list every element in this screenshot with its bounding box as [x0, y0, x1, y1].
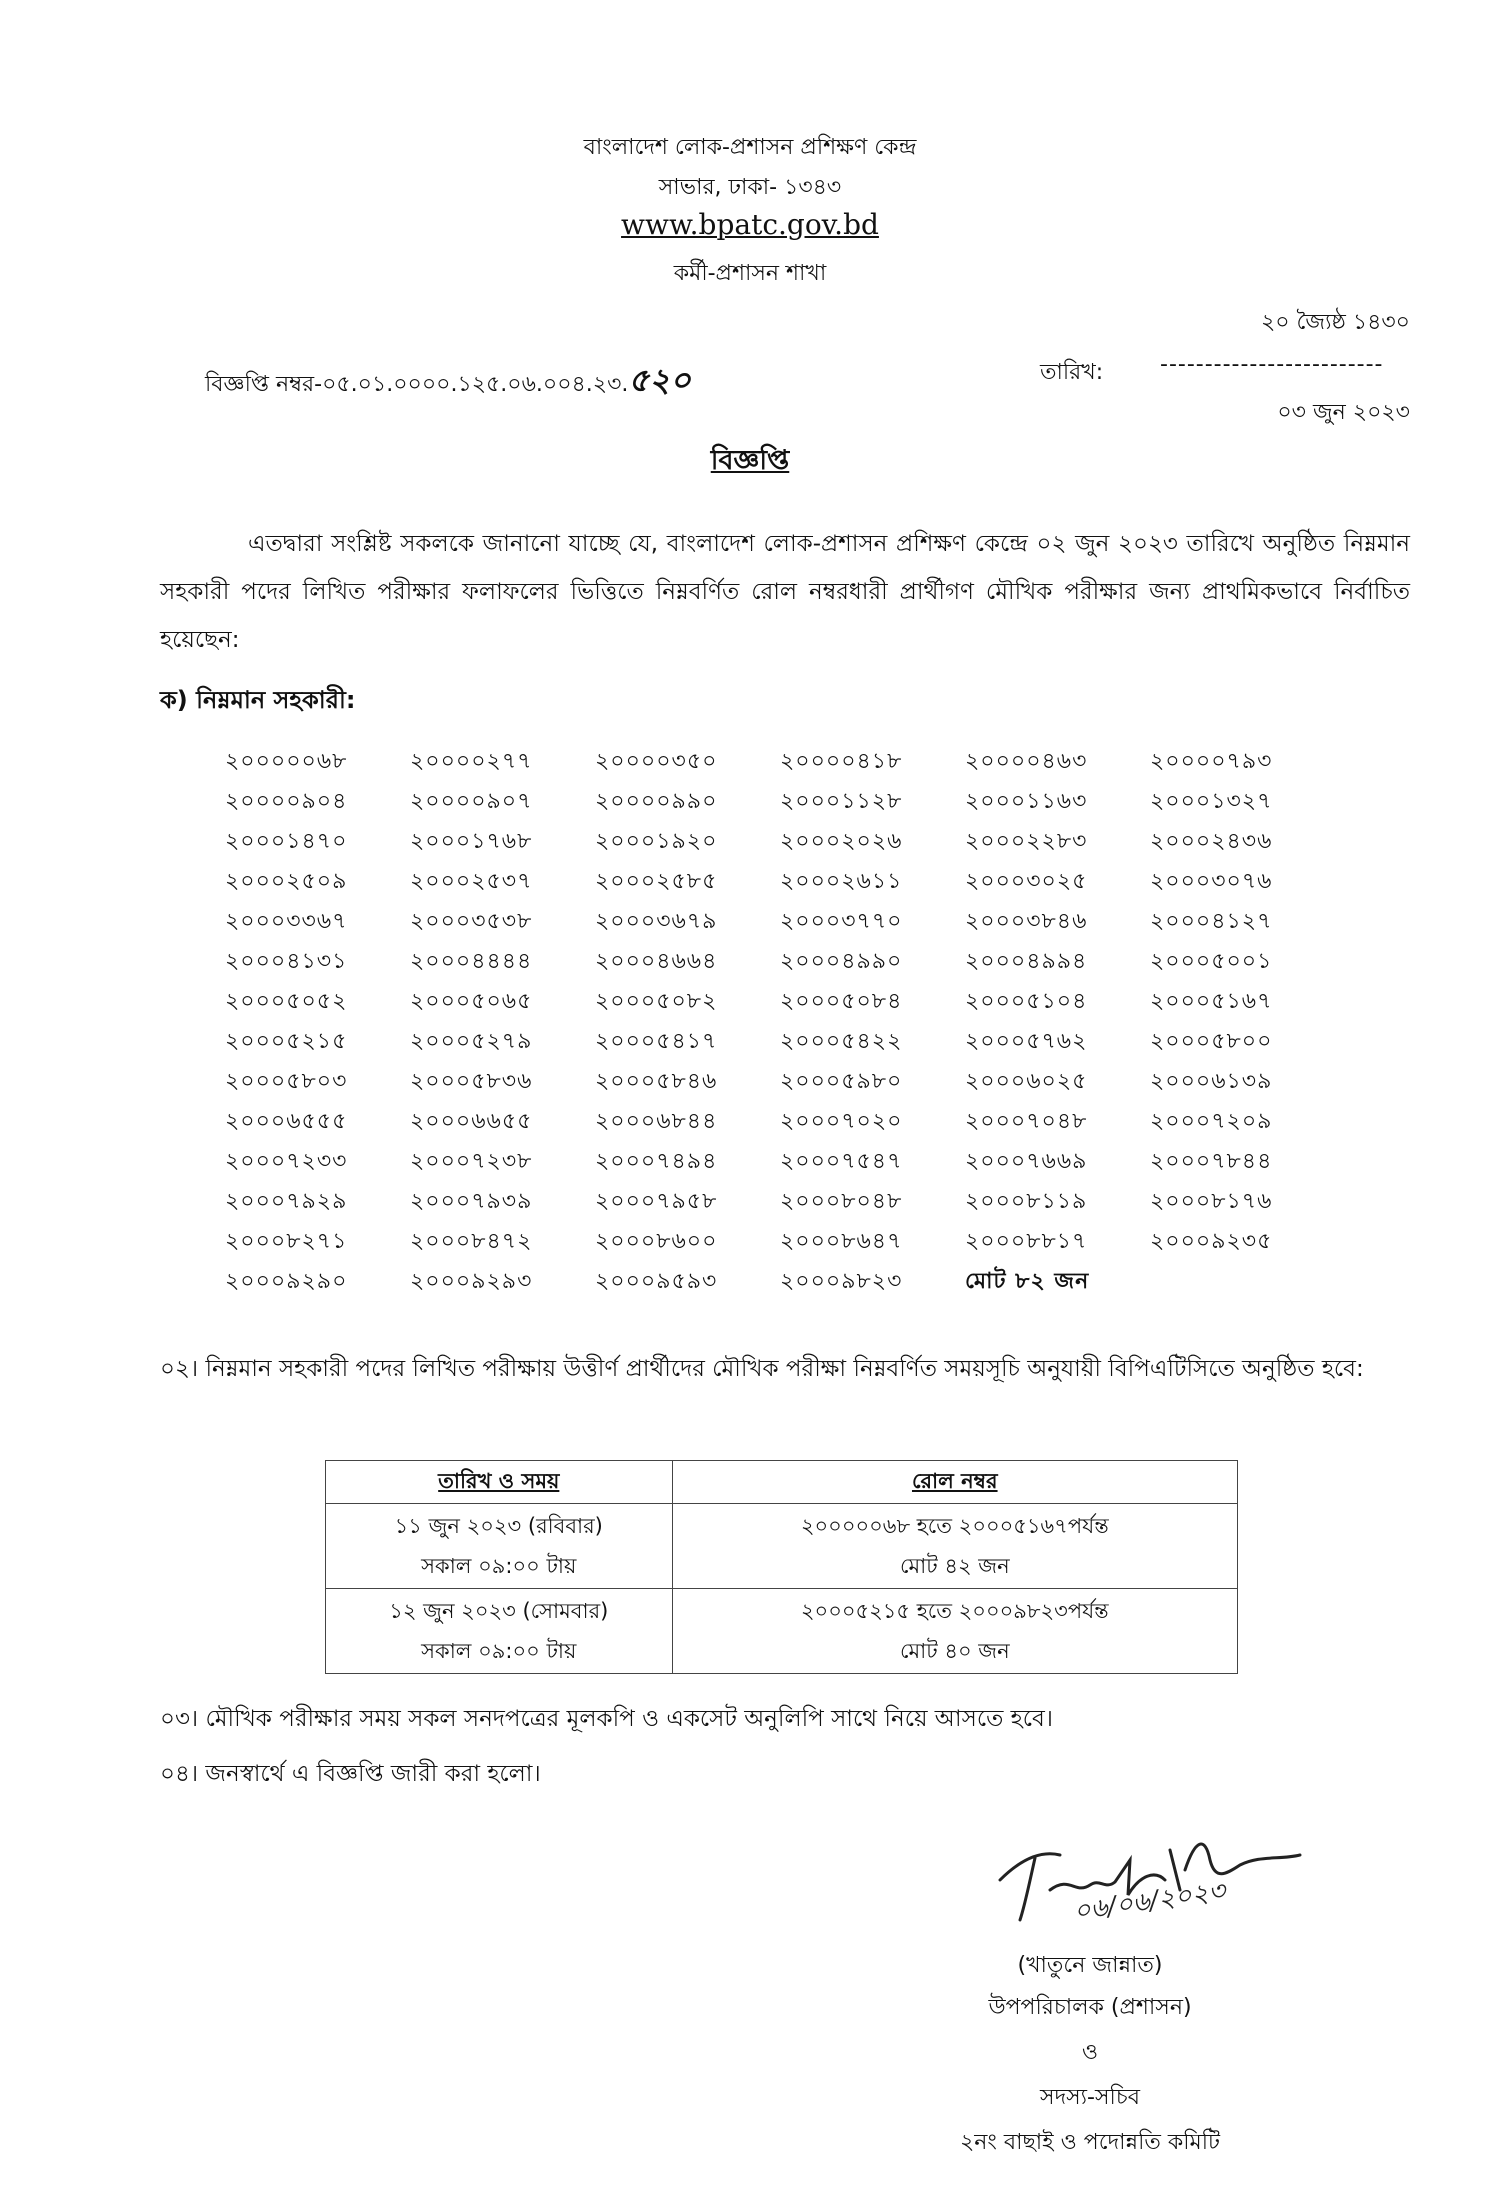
schedule-total: মোট ৪০ জন [899, 1639, 1010, 1663]
paragraph-03: ০৩। মৌখিক পরীক্ষার সময় সকল সনদপত্রের মূলকপি ও একসেট অনুলিপি সাথে নিয়ে আসতে হবে। [160, 1706, 1053, 1732]
schedule-time: সকাল ০৯:০০ টায় [421, 1639, 577, 1663]
roll-number: ২০০০৬৫৫৫ [225, 1108, 348, 1134]
roll-number: ২০০০৫০৫২ [225, 988, 348, 1014]
header-roll-number: রোল নম্বর [672, 1461, 1237, 1504]
branch-name: কর্মী-প্রশাসন শাখা [673, 261, 827, 286]
roll-number: ২০০০২২৮৩ [965, 828, 1088, 854]
paragraph-04: ০৪। জনস্বার্থে এ বিজ্ঞপ্তি জারী করা হলো। [160, 1761, 541, 1787]
roll-number: ২০০০৩৭৭০ [780, 908, 903, 934]
roll-number: ২০০০০৪৬৩ [965, 748, 1088, 774]
roll-number: ২০০০৯৮২৩ [780, 1268, 903, 1294]
roll-row [225, 1022, 1335, 1062]
signer-committee: ২নং বাছাই ও পদোন্নতি কমিটি [959, 2130, 1221, 2155]
roll-number: ২০০০৮২৭১ [225, 1228, 348, 1254]
roll-number: ২০০০৮০৪৮ [780, 1188, 903, 1214]
roll-number: ২০০০০৩৫০ [595, 748, 718, 774]
roll-number: ২০০০৫০৮২ [595, 988, 718, 1014]
memo-number-handwritten: ৫২০ [628, 361, 691, 399]
roll-number: ২০০০৫০০১ [1150, 948, 1273, 974]
roll-number: ২০০০৫১০৪ [965, 988, 1088, 1014]
roll-number: ২০০০৭৮৪৪ [1150, 1148, 1273, 1174]
roll-row [225, 1262, 1335, 1302]
date-bangla: ২০ জ্যৈষ্ঠ ১৪৩০ [1260, 310, 1410, 335]
roll-number: ২০০০৩০৭৬ [1150, 868, 1273, 894]
roll-number: ২০০০৭২০৯ [1150, 1108, 1273, 1134]
roll-number: ২০০০০৯৯০ [595, 788, 718, 814]
roll-number: ২০০০৯২৯৩ [410, 1268, 533, 1294]
roll-number: ২০০০১৩২৭ [1150, 788, 1273, 814]
roll-row [225, 822, 1335, 862]
roll-number: ২০০০৯৫৯৩ [595, 1268, 718, 1294]
roll-number: ২০০০৬৬৫৫ [410, 1108, 533, 1134]
paragraph-02: ০২। নিম্নমান সহকারী পদের লিখিত পরীক্ষায় উত্তীর্ণ প্রার্থীদের মৌখিক পরীক্ষা নিম্নবর্ণিত সময়সূচি অনুযায়ী বিপিএটিসিতে অনুষ্ঠিত হবে: [160, 1356, 1364, 1382]
header-date-time: তারিখ ও সময় [326, 1461, 673, 1504]
schedule-table [325, 1460, 1238, 1674]
roll-number: ২০০০৪৯৯০ [780, 948, 903, 974]
date-english: ০৩ জুন ২০২৩ [1277, 400, 1410, 425]
roll-number: ২০০০৫৪১৭ [595, 1028, 718, 1054]
notice-title: বিজ্ঞপ্তি [710, 445, 790, 476]
schedule-row [326, 1589, 1238, 1674]
roll-number: ২০০০৭৫৪৭ [780, 1148, 903, 1174]
roll-number: ২০০০৭৯৩৯ [410, 1188, 533, 1214]
roll-number: ২০০০৫৮০৩ [225, 1068, 348, 1094]
roll-number: ২০০০২০২৬ [780, 828, 903, 854]
roll-row [225, 1222, 1335, 1262]
roll-number: ২০০০৭০৪৮ [965, 1108, 1088, 1134]
roll-number: ২০০০২৫৩৭ [410, 868, 533, 894]
roll-number: ২০০০৫৮৩৬ [410, 1068, 533, 1094]
roll-number: ২০০০৫০৮৪ [780, 988, 903, 1014]
roll-number: ২০০০০৭৯৩ [1150, 748, 1273, 774]
roll-number: ২০০০০৪১৮ [780, 748, 903, 774]
schedule-row [326, 1504, 1238, 1589]
roll-number: ২০০০১১২৮ [780, 788, 903, 814]
roll-number: ২০০০৫৮৪৬ [595, 1068, 718, 1094]
intro-paragraph: এতদ্বারা সংশ্লিষ্ট সকলকে জানানো যাচ্ছে যে, বাংলাদেশ লোক-প্রশাসন প্রশিক্ষণ কেন্দ্রে ০২ জুন ২০২৩ তারিখে অনুষ্ঠিত নিম্নমান সহকারী পদের লিখিত পরীক্ষার ফলাফলের ভিত্তিতে নিম্নবর্ণিত রোল নম্বরধারী প্রার্থীগণ মৌখিক পরীক্ষার জন্য প্রাথমিকভাবে নির্বাচিত হয়েছেন: [160, 531, 1410, 653]
roll-number: ২০০০৭৬৬৯ [965, 1148, 1088, 1174]
roll-number: ২০০০৫২৭৯ [410, 1028, 533, 1054]
roll-number: ২০০০২৬১১ [780, 868, 903, 894]
roll-number: ২০০০৪১২৭ [1150, 908, 1273, 934]
roll-number: ২০০০০৯০৭ [410, 788, 533, 814]
roll-number: ২০০০০৯০৪ [225, 788, 348, 814]
schedule-date: ১১ জুন ২০২৩ (রবিবার) [394, 1514, 603, 1538]
signer-conjunction: ও [1081, 2040, 1099, 2065]
roll-number: ২০০০৪১৩১ [225, 948, 348, 974]
roll-number: ২০০০৪৬৬৪ [595, 948, 718, 974]
schedule-range: ২০০০০০৬৮ হতে ২০০০৫১৬৭পর্যন্ত [800, 1514, 1109, 1538]
date-line: ------------------------- [1160, 352, 1384, 377]
signer-designation: উপপরিচালক (প্রশাসন) [988, 1995, 1192, 2020]
roll-number: ২০০০৮১১৯ [965, 1188, 1088, 1214]
schedule-date-cell [326, 1589, 673, 1674]
roll-number: ২০০০৪৪৪৪ [410, 948, 533, 974]
roll-row [225, 862, 1335, 902]
schedule-roll-cell [672, 1589, 1237, 1674]
roll-row [225, 902, 1335, 942]
roll-number: ২০০০৭২৩৩ [225, 1148, 348, 1174]
roll-row [225, 1182, 1335, 1222]
roll-number: ২০০০২৫৮৫ [595, 868, 718, 894]
roll-number: ২০০০৫১৬৭ [1150, 988, 1273, 1014]
roll-number: ২০০০৬০২৫ [965, 1068, 1088, 1094]
roll-number: ২০০০৩৩৬৭ [225, 908, 348, 934]
schedule-roll-cell [672, 1504, 1237, 1589]
schedule-time: সকাল ০৯:০০ টায় [421, 1554, 577, 1578]
schedule-header-row [326, 1461, 1238, 1504]
roll-number: ২০০০৫৮০০ [1150, 1028, 1273, 1054]
roll-row [225, 1102, 1335, 1142]
schedule-total: মোট ৪২ জন [899, 1554, 1010, 1578]
signature-date: ০৬/০৬/২০২৩ [1071, 1875, 1228, 1927]
handwritten-signature [980, 1820, 1320, 1930]
schedule-range: ২০০০৫২১৫ হতে ২০০০৯৮২৩পর্যন্ত [800, 1599, 1109, 1623]
roll-number: ২০০০৫৯৮০ [780, 1068, 903, 1094]
roll-number: ২০০০৯২৯০ [225, 1268, 348, 1294]
roll-number: ২০০০৮৪৭২ [410, 1228, 533, 1254]
roll-number: ২০০০৭০২০ [780, 1108, 903, 1134]
roll-number: ২০০০৬১৩৯ [1150, 1068, 1273, 1094]
roll-row [225, 942, 1335, 982]
roll-total: মোট ৮২ জন [965, 1268, 1090, 1294]
roll-row [225, 1142, 1335, 1182]
roll-number: ২০০০৮৮১৭ [965, 1228, 1088, 1254]
roll-number: ২০০০৭৯৫৮ [595, 1188, 718, 1214]
memo-number [205, 355, 691, 409]
roll-number: ২০০০৩০২৫ [965, 868, 1088, 894]
roll-number: ২০০০৫২১৫ [225, 1028, 348, 1054]
roll-number: ২০০০৫০৬৫ [410, 988, 533, 1014]
roll-number: ২০০০৭২৩৮ [410, 1148, 533, 1174]
website-link[interactable]: www.bpatc.gov.bd [621, 208, 879, 241]
roll-number: ২০০০৬৮৪৪ [595, 1108, 718, 1134]
roll-number-grid [225, 742, 1335, 1302]
roll-number: ২০০০৩৫৩৮ [410, 908, 533, 934]
roll-number: ২০০০৫৪২২ [780, 1028, 903, 1054]
roll-number: ২০০০৮৬৪৭ [780, 1228, 903, 1254]
roll-number: ২০০০২৪৩৬ [1150, 828, 1273, 854]
roll-number: ২০০০৫৭৬২ [965, 1028, 1088, 1054]
roll-number: ২০০০২৫০৯ [225, 868, 348, 894]
schedule-date: ১২ জুন ২০২৩ (সোমবার) [389, 1599, 609, 1623]
roll-number: ২০০০০০৬৮ [225, 748, 348, 774]
roll-number: ২০০০৭৪৯৪ [595, 1148, 718, 1174]
roll-number: ২০০০৭৯২৯ [225, 1188, 348, 1214]
section-a-title: ক) নিম্নমান সহকারী: [160, 686, 356, 714]
roll-number: ২০০০৮৬০০ [595, 1228, 718, 1254]
organization-name: বাংলাদেশ লোক-প্রশাসন প্রশিক্ষণ কেন্দ্র [583, 135, 917, 160]
roll-number: ২০০০১৪৭০ [225, 828, 348, 854]
roll-number: ২০০০৩৮৪৬ [965, 908, 1088, 934]
roll-row [225, 1062, 1335, 1102]
signer-role: সদস্য-সচিব [1040, 2085, 1140, 2110]
roll-row [225, 782, 1335, 822]
roll-number: ২০০০০২৭৭ [410, 748, 533, 774]
roll-number: ২০০০১৯২০ [595, 828, 718, 854]
roll-number: ২০০০৪৯৯৪ [965, 948, 1088, 974]
roll-row [225, 742, 1335, 782]
signer-name: (খাতুনে জান্নাত) [1017, 1953, 1163, 1978]
roll-row [225, 982, 1335, 1022]
date-label: তারিখ: [1040, 360, 1104, 385]
schedule-date-cell [326, 1504, 673, 1589]
roll-number: ২০০০১১৬৩ [965, 788, 1088, 814]
organization-address: সাভার, ঢাকা- ১৩৪৩ [658, 175, 842, 200]
roll-number: ২০০০১৭৬৮ [410, 828, 533, 854]
roll-number: ২০০০৯২৩৫ [1150, 1228, 1273, 1254]
memo-number-label: বিজ্ঞপ্তি নম্বর-০৫.০১.০০০০.১২৫.০৬.০০৪.২৩. [205, 372, 629, 397]
roll-number: ২০০০৩৬৭৯ [595, 908, 718, 934]
roll-number: ২০০০৮১৭৬ [1150, 1188, 1273, 1214]
